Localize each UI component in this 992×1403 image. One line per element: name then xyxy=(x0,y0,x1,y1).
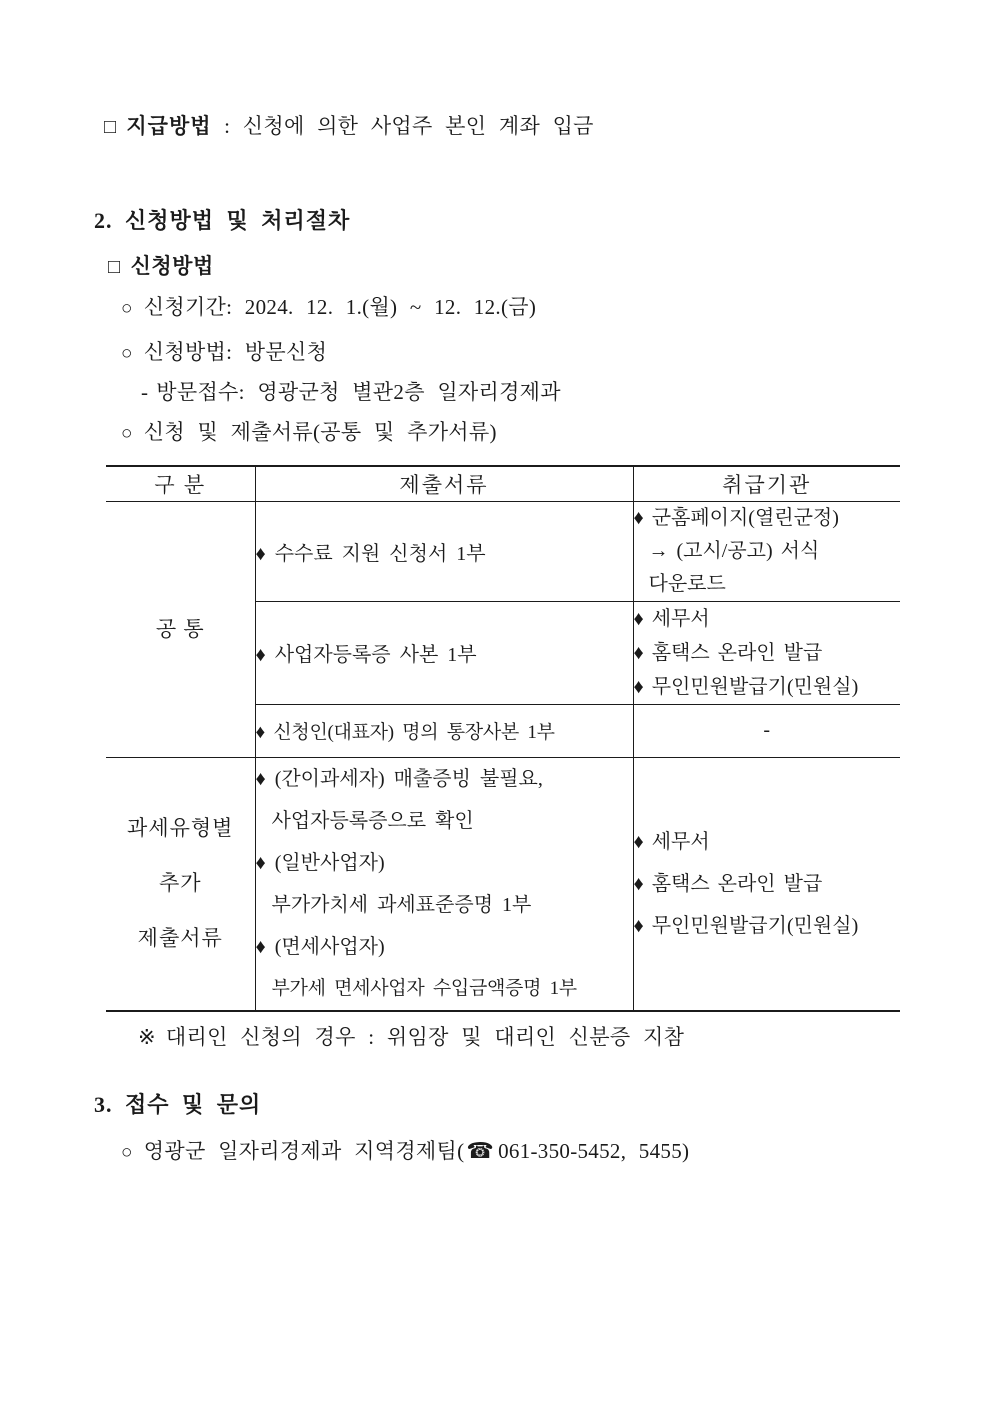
header-agency: 취급기관 xyxy=(633,466,900,501)
document-cell xyxy=(255,704,633,757)
document-cell xyxy=(255,601,633,704)
agency-line: ♦ 무인민원발급기(민원실) xyxy=(633,914,859,937)
category-line: 추가 xyxy=(158,871,202,895)
agency-cell xyxy=(633,501,900,601)
application-method-subheader xyxy=(108,250,214,280)
phone-icon: ☎ xyxy=(466,1138,495,1163)
application-method-text: 신청방법: 방문신청 xyxy=(143,340,328,364)
agency-cell xyxy=(633,704,900,757)
payment-method-line xyxy=(104,110,594,140)
application-period-item xyxy=(121,291,536,321)
square-bullet-icon: □ xyxy=(108,256,121,278)
visit-reception-text: 방문접수: 영광군청 별관2층 일자리경제과 xyxy=(156,380,561,404)
proxy-note-line xyxy=(138,1021,684,1051)
table-row xyxy=(106,757,900,1011)
contact-line xyxy=(121,1135,689,1165)
required-documents-item xyxy=(121,416,497,446)
agency-line: ♦ 세무서 xyxy=(633,830,710,853)
table-header-row xyxy=(106,466,900,501)
dash-bullet-icon: - xyxy=(141,380,149,404)
document-cell xyxy=(255,501,633,601)
agency-line: - xyxy=(763,719,771,741)
document-line: ♦ (면세사업자) xyxy=(255,935,385,958)
agency-line: ♦ 세무서 xyxy=(633,607,710,630)
agency-cell xyxy=(633,757,900,1011)
application-period-text: 신청기간: 2024. 12. 1.(월) ~ 12. 12.(금) xyxy=(143,295,537,319)
required-documents-text: 신청 및 제출서류(공통 및 추가서류) xyxy=(143,420,497,444)
section2-title: 2. 신청방법 및 처리절차 xyxy=(94,208,351,233)
agency-line: ♦ 무인민원발급기(민원실) xyxy=(633,675,859,698)
document-line: ♦ (간이과세자) 매출증빙 불필요, xyxy=(255,767,543,790)
proxy-note-text: 대리인 신청의 경우 : 위임장 및 대리인 신분증 지참 xyxy=(165,1025,685,1049)
document-cell xyxy=(255,757,633,1011)
payment-method-text: : 신청에 의한 사업주 본인 계좌 입금 xyxy=(224,114,594,138)
document-item: ♦ 신청인(대표자) 명의 통장사본 1부 xyxy=(255,722,555,743)
agency-line: 다운로드 xyxy=(648,572,726,595)
circle-bullet-icon: ○ xyxy=(121,1142,133,1163)
document-line: 부가가치세 과세표준증명 1부 xyxy=(271,893,532,916)
application-method-item xyxy=(121,336,327,366)
agency-line: → (고시/공고) 서식 xyxy=(648,539,820,562)
document-line: ♦ (일반사업자) xyxy=(255,851,385,874)
agency-cell xyxy=(633,601,900,704)
contact-phone: 061-350-5452, 5455) xyxy=(498,1139,690,1163)
document-line: 사업자등록증으로 확인 xyxy=(271,809,474,832)
agency-line: ♦ 군홈페이지(열린군정) xyxy=(633,506,839,529)
contact-text: 영광군 일자리경제과 지역경제팀( xyxy=(143,1139,465,1163)
reference-mark-icon: ※ xyxy=(138,1025,156,1049)
category-line: 제출서류 xyxy=(137,926,223,950)
header-documents: 제출서류 xyxy=(255,466,633,501)
agency-line: ♦ 홈택스 온라인 발급 xyxy=(633,872,823,895)
agency-line: ♦ 홈택스 온라인 발급 xyxy=(633,641,823,664)
circle-bullet-icon: ○ xyxy=(121,298,133,319)
circle-bullet-icon: ○ xyxy=(121,343,133,364)
section3-title: 3. 접수 및 문의 xyxy=(94,1092,262,1117)
application-method-label: 신청방법 xyxy=(130,254,214,278)
category-common-cell: 공 통 xyxy=(106,501,255,757)
payment-method-label: 지급방법 xyxy=(126,114,212,138)
category-taxtype-cell xyxy=(106,757,255,1011)
documents-table xyxy=(106,465,900,1012)
document-item: ♦ 수수료 지원 신청서 1부 xyxy=(255,542,486,565)
document-line: 부가세 면세사업자 수입금액증명 1부 xyxy=(271,977,577,999)
table-row xyxy=(106,501,900,601)
category-line: 과세유형별 xyxy=(127,816,234,840)
document-item: ♦ 사업자등록증 사본 1부 xyxy=(255,644,477,666)
header-category: 구 분 xyxy=(106,466,255,501)
circle-bullet-icon: ○ xyxy=(121,423,133,444)
visit-reception-item xyxy=(141,376,561,406)
square-bullet-icon: □ xyxy=(104,116,117,138)
